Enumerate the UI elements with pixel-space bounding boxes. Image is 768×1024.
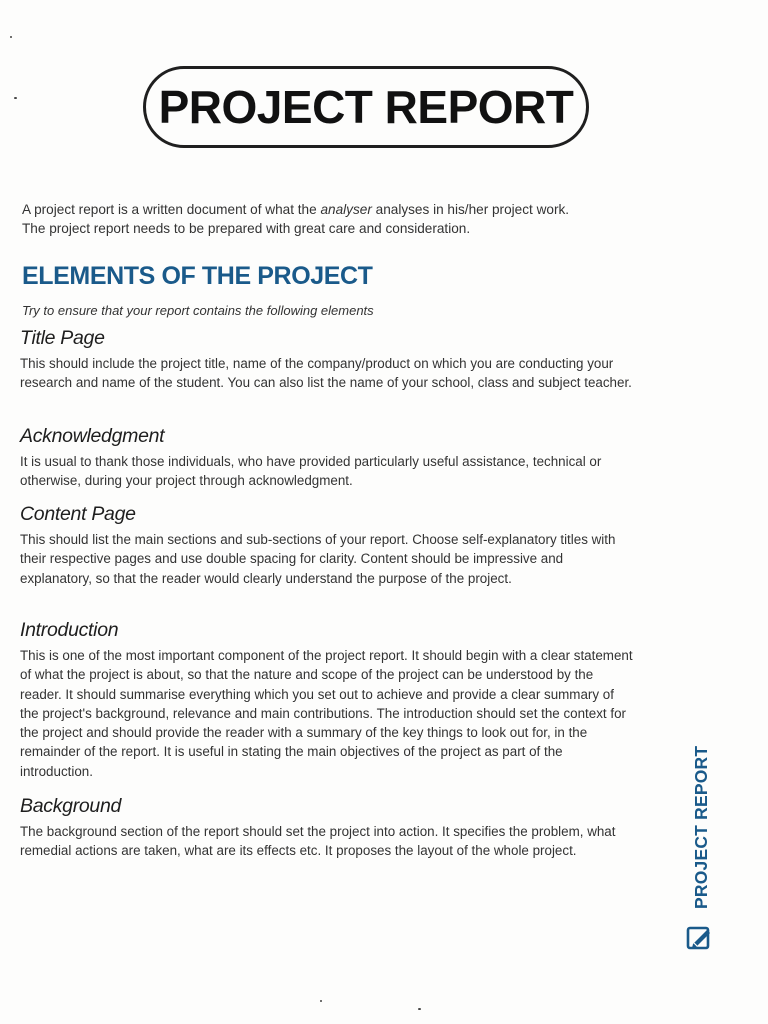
element-title-page	[20, 327, 636, 393]
element-heading: Background	[20, 795, 122, 817]
paper-speck	[418, 1008, 421, 1010]
intro-text-emphasis: analyser	[320, 202, 372, 217]
element-heading: Introduction	[20, 619, 119, 641]
title-banner	[143, 66, 589, 148]
intro-line-2: The project report needs to be prepared with great care and consideration.	[22, 221, 471, 236]
element-body: It is usual to thank those individuals, who have provided particularly useful assistance, technical or otherwise, during your project through acknowledgment.	[20, 454, 602, 489]
element-heading: Title Page	[20, 327, 105, 349]
element-body: The background section of the report should set the project into action. It specifies the problem, what remedial actions are taken, what are its effects etc. It proposes the layout of the whole project.	[20, 824, 616, 859]
element-body: This should include the project title, name of the company/product on which you are conducting your research and name of the student. You can also list the name of your school, class and subject teacher.	[20, 356, 632, 391]
section-heading: ELEMENTS OF THE PROJECT	[22, 262, 373, 290]
section-subtitle: Try to ensure that your report contains the following elements	[22, 303, 374, 318]
paper-speck	[10, 36, 12, 38]
intro-line-1	[22, 200, 662, 219]
page-title: PROJECT REPORT	[158, 81, 574, 133]
intro-text-end: analyses in his/her project work.	[371, 202, 570, 217]
paper-speck	[320, 1000, 322, 1002]
intro-text-start: A project report is a written document of what the	[22, 202, 321, 217]
pencil-document-icon	[684, 923, 714, 953]
element-content-page	[20, 503, 636, 588]
element-introduction	[20, 619, 636, 781]
element-body: This should list the main sections and sub-sections of your report. Choose self-explanatory titles with their respective pages and use double spacing for clarity. Content should be impressive and explanatory, so that the reader would clearly understand the purpose of the project.	[20, 532, 616, 586]
paper-speck	[14, 97, 17, 99]
element-body: This is one of the most important component of the project report. It should begin with a clear statement of what the project is about, so that the nature and scope of the project can be understood by the reader. It should summarise everything which you set out to achieve and provide a clear summary of the project's background, relevance and main contributions. The introduction should set the context for the project and should provide the reader with a summary of the key things to look out for, in the remainder of the report. It is useful in stating the main objectives of the project as part of the introduction.	[20, 648, 633, 779]
side-label	[678, 735, 720, 960]
intro-paragraph	[22, 200, 662, 238]
side-label-text: PROJECT REPORT	[691, 745, 711, 909]
element-heading: Acknowledgment	[20, 425, 165, 447]
element-heading: Content Page	[20, 503, 136, 525]
element-background	[20, 795, 636, 861]
element-acknowledgment	[20, 425, 636, 491]
